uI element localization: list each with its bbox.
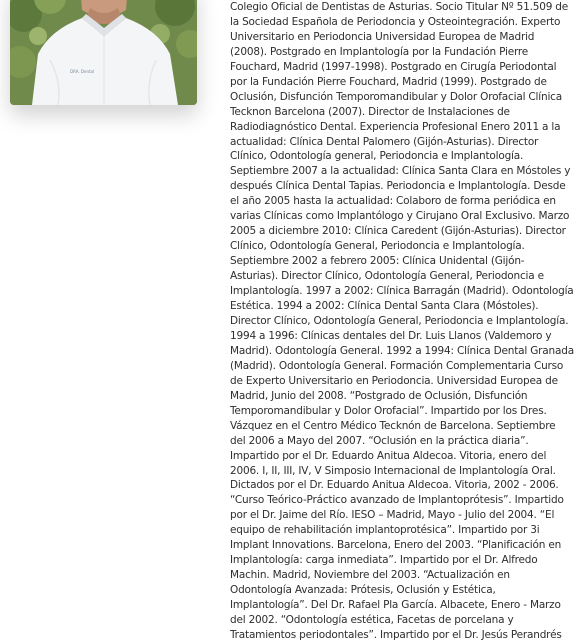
doctor-photo-image [10,0,197,105]
bio-line: Implant Innovations. Barcelona, Enero del 2003. “Planificación en [230,539,562,552]
bio-line: el año 2005 hasta la actualidad: Colaboro de forma periódica en [230,195,556,208]
bio-line: “Curso Teórico-Práctico avanzado de Implantoprótesis”. Impartido [230,494,564,507]
bio-line: Madrid, Junio del 2008. “Postgrado de Oclusión, Disfunción [230,389,528,402]
bio-line: actualidad: Clínica Dental Palomero (Gijón-Asturias). Director [230,135,539,148]
bio-line: Asturias). Director Clínico, Odontología General, Periodoncia e [230,270,544,283]
bio-line: Clínico, Odontología General, Periodoncia e Implantología. [230,240,525,253]
bio-text [230,0,576,640]
bio-line: Fouchard, Madrid (1997-1998). Postgrado en Cirugía Periodontal [230,60,557,73]
bio-line: Odontología Avanzada: Prótesis, Oclusión y Estética, [230,584,496,597]
bio-line: Estética. 1994 a 2002: Clínica Dental Santa Clara (Móstoles). [230,300,539,313]
bio-line: después Clínica Dental Tapias. Periodoncia e Implantología. Desde [230,180,566,193]
uniform-logo: DRA. Dental [70,69,95,74]
bio-line: Director Clínico, Odontología General, Periodoncia e Implantología. [230,314,569,327]
bio-line: de Experto Universitario en Periodoncia. Universidad Europea de [230,374,558,387]
bio-line: Septiembre 2007 a la actualidad: Clínica Santa Clara en Móstoles y [230,165,571,178]
bio-line: 2006. I, II, III, IV, V Simposio Internacional de Implantología Oral. [230,464,556,477]
bio-line: (Madrid). Odontología General. Formación Complementaria Curso [230,359,564,372]
bio-line: Temporomandibular y Dolor Orofacial”. Impartido por los Dres. [230,404,547,417]
bio-line: del 2006 a Mayo del 2007. “Oclusión en la práctica diaria”. [230,434,529,447]
bio-line: Tratamientos periodontales”. Impartido por el Dr. Jesús Perandrés [230,628,562,640]
bio-line: Madrid). Odontología General. 1992 a 1994: Clínica Dental Granada [230,344,574,357]
bio-line: Radiodiagnóstico Dental. Experiencia Profesional Enero 2011 a la [230,120,561,133]
bio-line: Universitario en Periodoncia Universidad Europea de Madrid [230,30,535,43]
bio-line: Implantología: carga inmediata”. Impartido por el Dr. Alfredo [230,554,538,567]
bio-line: 2005 a diciembre 2010: Clínica Caredent (Gijón-Asturias). Director [230,225,566,238]
bio-line: la Sociedad Española de Periodoncia y Osteointegración. Experto [230,15,561,28]
bio-line: por la Fundación Pierre Fouchard, Madrid (1999). Postgrado de [230,75,547,88]
doctor-photo [10,0,197,105]
bio-line: equipo de rehabilitación implantoprotésica”. Impartido por 3i [230,524,540,537]
bio-line: Colegio Oficial de Dentistas de Asturias. Socio Titular Nº 51.509 de [230,0,569,13]
bio-line: Vázquez en el Centro Médico Tecknón de Barcelona. Septiembre [230,419,556,432]
bio-line: Implantología”. Del Dr. Rafael Pla García. Albacete, Enero - Marzo [230,599,561,612]
bio-line: del 2002. “Odontología estética, Facetas de porcelana y [230,614,514,627]
bio-line: Machin. Madrid, Noviembre del 2003. “Actualización en [230,569,510,582]
bio-line: Oclusión, Disfunción Temporomandibular y Dolor Orofacial Clínica [230,90,562,103]
bio-line: Dictados por el Dr. Eduardo Anitua Aldecoa. Vitoria, 2002 - 2006. [230,479,559,492]
bio-line: (2008). Postgrado en Implantología por la Fundación Pierre [230,45,529,58]
bio-line: Septiembre 2002 a febrero 2005: Clínica Unidental (Gijón- [230,255,525,268]
bio-line: Clínico, Odontología general, Periodoncia e Implantología. [230,150,524,163]
bio-line: por el Dr. Jaime del Río. IESO – Madrid, Mayo - Julio del 2004. “El [230,509,555,522]
bio-line: Impartido por el Dr. Eduardo Anitua Aldecoa. Vitoria, enero del [230,449,547,462]
bio-line: Tecknon Barcelona (2007). Director de Instalaciones de [230,105,510,118]
bio-line: varias Clínicas como Implantólogo y Cirujano Oral Exclusivo. Marzo [230,210,570,223]
bio-line: Implantología. 1997 a 2002: Clínica Barragán (Madrid). Odontología [230,285,574,298]
bio-line: 1994 a 1996: Clínicas dentales del Dr. Luis Llanos (Valdemoro y [230,329,552,342]
